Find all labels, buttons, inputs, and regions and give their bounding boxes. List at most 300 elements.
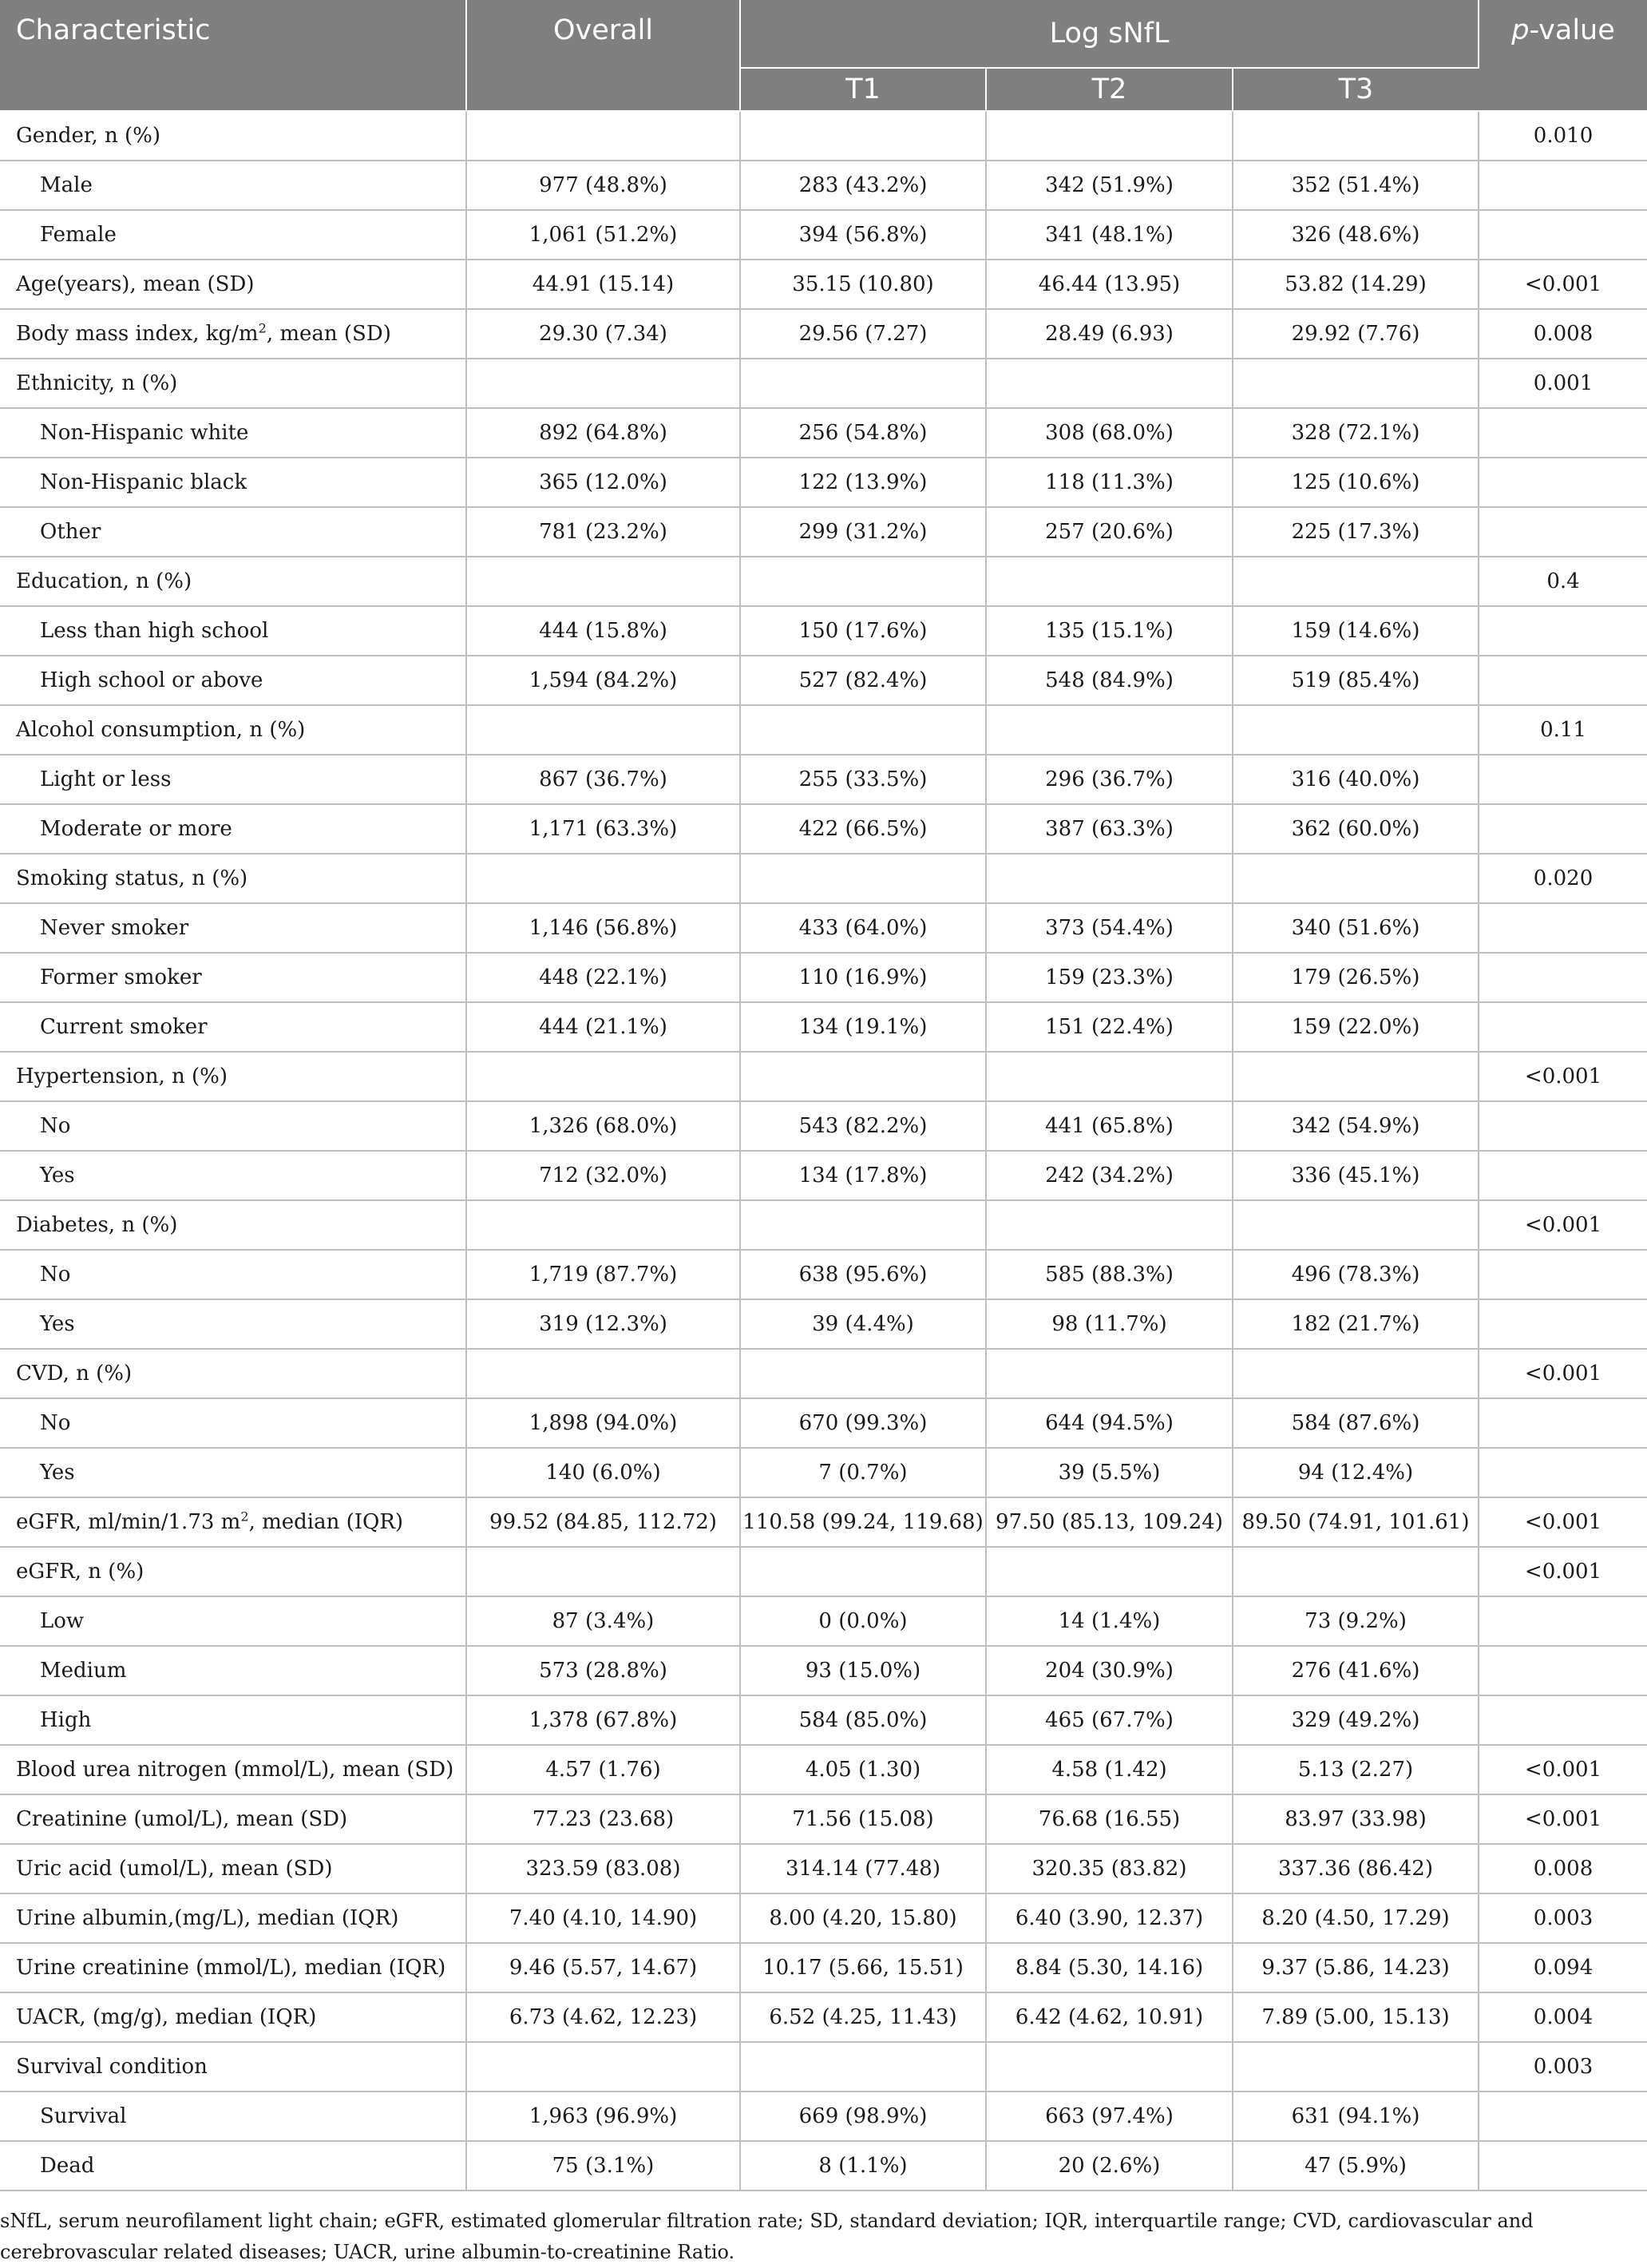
row-label-text: Yes: [40, 1312, 75, 1336]
cell-overall: 1,326 (68.0%): [466, 1101, 740, 1151]
table-row: [0, 1349, 1647, 1398]
row-label-text: No: [40, 1263, 71, 1287]
cell-t3: 631 (94.1%): [1233, 2092, 1479, 2141]
cell-t1: [740, 1200, 986, 1250]
cell-p: [1479, 1596, 1647, 1646]
table-row: [0, 309, 1647, 359]
row-label: [0, 1448, 466, 1497]
cell-t2: 373 (54.4%): [986, 903, 1233, 953]
cell-t1: 433 (64.0%): [740, 903, 986, 953]
cell-t3: 159 (22.0%): [1233, 1002, 1479, 1052]
cell-t2: 159 (23.3%): [986, 953, 1233, 1002]
cell-t2: [986, 705, 1233, 755]
row-label: [0, 1695, 466, 1745]
row-label: [0, 507, 466, 557]
cell-t2: 204 (30.9%): [986, 1646, 1233, 1695]
row-label-text: Age(years), mean (SD): [16, 272, 255, 296]
row-label-text: Smoking status, n (%): [16, 866, 248, 890]
cell-t2: 257 (20.6%): [986, 507, 1233, 557]
cell-p: 0.094: [1479, 1943, 1647, 1992]
cell-overall: 892 (64.8%): [466, 408, 740, 458]
cell-t3: [1233, 1200, 1479, 1250]
cell-p: [1479, 2092, 1647, 2141]
cell-p: 0.003: [1479, 1893, 1647, 1943]
row-label-text: Other: [40, 520, 101, 544]
table-row: [0, 161, 1647, 210]
header-row-1: [0, 0, 1647, 68]
table-row: [0, 1299, 1647, 1349]
cell-t2: 585 (88.3%): [986, 1250, 1233, 1299]
cell-t3: 342 (54.9%): [1233, 1101, 1479, 1151]
row-label: [0, 1200, 466, 1250]
row-label-text: Blood urea nitrogen (mmol/L), mean (SD): [16, 1758, 454, 1782]
cell-p: 0.008: [1479, 309, 1647, 359]
header-p-value: [1479, 0, 1647, 111]
cell-t2: 151 (22.4%): [986, 1002, 1233, 1052]
cell-overall: 712 (32.0%): [466, 1151, 740, 1200]
cell-p: <0.001: [1479, 1052, 1647, 1101]
cell-t1: 122 (13.9%): [740, 458, 986, 507]
table-header: [0, 0, 1647, 111]
row-label: [0, 210, 466, 260]
row-label: [0, 903, 466, 953]
table-row: [0, 854, 1647, 903]
cell-overall: 1,719 (87.7%): [466, 1250, 740, 1299]
table-row: [0, 1151, 1647, 1200]
cell-t3: 89.50 (74.91, 101.61): [1233, 1497, 1479, 1547]
cell-t2: 341 (48.1%): [986, 210, 1233, 260]
table-row: [0, 656, 1647, 705]
cell-t2: 548 (84.9%): [986, 656, 1233, 705]
row-label-text: High: [40, 1708, 92, 1732]
table-row: [0, 1893, 1647, 1943]
row-label: [0, 557, 466, 606]
table-row: [0, 507, 1647, 557]
cell-overall: 1,171 (63.3%): [466, 804, 740, 854]
cell-p: [1479, 606, 1647, 656]
cell-t3: [1233, 854, 1479, 903]
table-row: [0, 2092, 1647, 2141]
cell-p: [1479, 458, 1647, 507]
cell-t2: [986, 1052, 1233, 1101]
cell-overall: 448 (22.1%): [466, 953, 740, 1002]
row-label: [0, 2092, 466, 2141]
row-label: [0, 161, 466, 210]
cell-t1: 110 (16.9%): [740, 953, 986, 1002]
cell-t1: 29.56 (7.27): [740, 309, 986, 359]
cell-overall: 9.46 (5.57, 14.67): [466, 1943, 740, 1992]
row-label: [0, 755, 466, 804]
cell-overall: 1,898 (94.0%): [466, 1398, 740, 1448]
row-label: [0, 606, 466, 656]
cell-p: [1479, 1151, 1647, 1200]
cell-p: <0.001: [1479, 260, 1647, 309]
cell-t1: 93 (15.0%): [740, 1646, 986, 1695]
row-label: [0, 1844, 466, 1893]
table-row: [0, 1596, 1647, 1646]
cell-t3: 519 (85.4%): [1233, 656, 1479, 705]
cell-t1: 4.05 (1.30): [740, 1745, 986, 1794]
cell-t1: 0 (0.0%): [740, 1596, 986, 1646]
cell-t1: [740, 2042, 986, 2092]
row-label-text: Dead: [40, 2154, 95, 2178]
cell-t2: [986, 854, 1233, 903]
cell-t3: 7.89 (5.00, 15.13): [1233, 1992, 1479, 2042]
cell-p: [1479, 1646, 1647, 1695]
cell-t3: 496 (78.3%): [1233, 1250, 1479, 1299]
cell-t1: 394 (56.8%): [740, 210, 986, 260]
header-p-italic: p: [1511, 14, 1530, 46]
cell-t1: 584 (85.0%): [740, 1695, 986, 1745]
cell-t1: 422 (66.5%): [740, 804, 986, 854]
row-label-text: Uric acid (umol/L), mean (SD): [16, 1857, 333, 1881]
cell-t2: [986, 359, 1233, 408]
row-label-text: eGFR, n (%): [16, 1560, 145, 1584]
row-label-text: Former smoker: [40, 965, 202, 989]
table-row: [0, 903, 1647, 953]
cell-p: 0.010: [1479, 111, 1647, 161]
row-label: [0, 260, 466, 309]
table-row: [0, 1101, 1647, 1151]
cell-overall: [466, 359, 740, 408]
cell-t1: 10.17 (5.66, 15.51): [740, 1943, 986, 1992]
cell-t3: [1233, 1547, 1479, 1596]
cell-t2: 28.49 (6.93): [986, 309, 1233, 359]
row-label-text: Less than high school: [40, 619, 269, 643]
cell-t3: 73 (9.2%): [1233, 1596, 1479, 1646]
cell-overall: 75 (3.1%): [466, 2141, 740, 2191]
table-row: [0, 210, 1647, 260]
cell-overall: [466, 705, 740, 755]
table-row: [0, 1992, 1647, 2042]
row-label: [0, 1596, 466, 1646]
row-label: [0, 1250, 466, 1299]
table-row: [0, 408, 1647, 458]
cell-overall: 87 (3.4%): [466, 1596, 740, 1646]
cell-t1: [740, 854, 986, 903]
row-label: [0, 1349, 466, 1398]
cell-overall: 1,963 (96.9%): [466, 2092, 740, 2141]
cell-p: [1479, 804, 1647, 854]
cell-overall: 977 (48.8%): [466, 161, 740, 210]
table-row: [0, 1200, 1647, 1250]
table-row: [0, 1497, 1647, 1547]
cell-p: [1479, 1101, 1647, 1151]
header-log-snfl: Log sNfL: [740, 0, 1479, 68]
cell-p: [1479, 1002, 1647, 1052]
cell-overall: 7.40 (4.10, 14.90): [466, 1893, 740, 1943]
row-label: [0, 111, 466, 161]
row-label-text: Moderate or more: [40, 817, 232, 841]
row-label-text: Hypertension, n (%): [16, 1065, 228, 1088]
cell-t1: [740, 359, 986, 408]
cell-t3: [1233, 1349, 1479, 1398]
row-label: [0, 458, 466, 507]
row-label-text: Urine albumin,(mg/L), median (IQR): [16, 1906, 399, 1930]
cell-t1: 134 (17.8%): [740, 1151, 986, 1200]
cell-p: 0.4: [1479, 557, 1647, 606]
row-label: [0, 309, 466, 359]
row-label-text: Low: [40, 1609, 85, 1633]
cell-t2: [986, 1200, 1233, 1250]
cell-t2: 6.40 (3.90, 12.37): [986, 1893, 1233, 1943]
cell-t1: [740, 1052, 986, 1101]
cell-overall: [466, 1200, 740, 1250]
cell-overall: 1,061 (51.2%): [466, 210, 740, 260]
cell-t3: 276 (41.6%): [1233, 1646, 1479, 1695]
row-label-text: Light or less: [40, 767, 172, 791]
cell-t3: 83.97 (33.98): [1233, 1794, 1479, 1844]
cell-t2: 4.58 (1.42): [986, 1745, 1233, 1794]
cell-t3: 179 (26.5%): [1233, 953, 1479, 1002]
cell-t2: 308 (68.0%): [986, 408, 1233, 458]
cell-p: <0.001: [1479, 1547, 1647, 1596]
row-label: [0, 359, 466, 408]
row-label-text: Creatinine (umol/L), mean (SD): [16, 1807, 348, 1831]
row-label: [0, 1745, 466, 1794]
row-label: [0, 1002, 466, 1052]
cell-t1: 283 (43.2%): [740, 161, 986, 210]
table-row: [0, 2042, 1647, 2092]
cell-t1: 670 (99.3%): [740, 1398, 986, 1448]
cell-t1: 8 (1.1%): [740, 2141, 986, 2191]
cell-p: [1479, 1695, 1647, 1745]
table-row: [0, 1646, 1647, 1695]
row-label: [0, 1151, 466, 1200]
cell-overall: [466, 2042, 740, 2092]
cell-t2: 97.50 (85.13, 109.24): [986, 1497, 1233, 1547]
cell-t3: 125 (10.6%): [1233, 458, 1479, 507]
cell-t3: 94 (12.4%): [1233, 1448, 1479, 1497]
table-row: [0, 1250, 1647, 1299]
row-label-text: Medium: [40, 1659, 127, 1683]
row-label: [0, 1052, 466, 1101]
header-characteristic: Characteristic: [0, 0, 466, 111]
cell-t1: [740, 557, 986, 606]
cell-t2: 663 (97.4%): [986, 2092, 1233, 2141]
cell-t2: [986, 557, 1233, 606]
table-row: [0, 606, 1647, 656]
header-overall: Overall: [466, 0, 740, 111]
header-t1: T1: [740, 68, 986, 111]
cell-t1: 7 (0.7%): [740, 1448, 986, 1497]
cell-t1: 314.14 (77.48): [740, 1844, 986, 1893]
cell-overall: 1,594 (84.2%): [466, 656, 740, 705]
cell-t2: [986, 111, 1233, 161]
cell-p: [1479, 903, 1647, 953]
cell-t2: 342 (51.9%): [986, 161, 1233, 210]
cell-t2: 135 (15.1%): [986, 606, 1233, 656]
cell-p: [1479, 953, 1647, 1002]
cell-t3: [1233, 557, 1479, 606]
cell-overall: [466, 1052, 740, 1101]
cell-t3: 5.13 (2.27): [1233, 1745, 1479, 1794]
cell-p: [1479, 755, 1647, 804]
cell-t3: 328 (72.1%): [1233, 408, 1479, 458]
cell-t1: [740, 1349, 986, 1398]
cell-t3: 337.36 (86.42): [1233, 1844, 1479, 1893]
cell-p: [1479, 2141, 1647, 2191]
table-row: [0, 1943, 1647, 1992]
cell-t3: 340 (51.6%): [1233, 903, 1479, 953]
cell-t1: 299 (31.2%): [740, 507, 986, 557]
table-row: [0, 111, 1647, 161]
table-row: [0, 359, 1647, 408]
cell-p: 0.001: [1479, 359, 1647, 408]
cell-t3: 159 (14.6%): [1233, 606, 1479, 656]
cell-p: [1479, 1250, 1647, 1299]
cell-t1: 39 (4.4%): [740, 1299, 986, 1349]
cell-t2: 39 (5.5%): [986, 1448, 1233, 1497]
table-footnote: sNfL, serum neurofilament light chain; eGFR, estimated glomerular filtration rate; SD, standard deviation; IQR, interquartile range; CVD, cardiovascular and cerebrovascular related diseases; UACR, urine albumin-to-creatinine Ratio.: [0, 2210, 1534, 2263]
table-row: [0, 755, 1647, 804]
cell-t2: [986, 2042, 1233, 2092]
row-label-superscript: 2: [240, 1509, 249, 1525]
cell-overall: 319 (12.3%): [466, 1299, 740, 1349]
row-label: [0, 705, 466, 755]
row-label: [0, 1497, 466, 1547]
row-label-text: Urine creatinine (mmol/L), median (IQR): [16, 1956, 446, 1980]
table-row: [0, 1002, 1647, 1052]
cell-t3: 362 (60.0%): [1233, 804, 1479, 854]
header-t2: T2: [986, 68, 1233, 111]
row-label-text: Survival condition: [16, 2055, 208, 2079]
cell-t1: 638 (95.6%): [740, 1250, 986, 1299]
cell-t2: 20 (2.6%): [986, 2141, 1233, 2191]
row-label: [0, 1646, 466, 1695]
row-label-text: Never smoker: [40, 916, 189, 940]
cell-p: [1479, 161, 1647, 210]
row-label-text: Yes: [40, 1461, 75, 1485]
row-label: [0, 2141, 466, 2191]
header-p-rest: -value: [1529, 14, 1615, 46]
row-label-text: eGFR, ml/min/1.73 m: [16, 1510, 241, 1534]
row-label: [0, 953, 466, 1002]
cell-p: [1479, 1398, 1647, 1448]
cell-p: [1479, 1448, 1647, 1497]
cell-t1: 256 (54.8%): [740, 408, 986, 458]
table-row: [0, 1052, 1647, 1101]
cell-t3: 8.20 (4.50, 17.29): [1233, 1893, 1479, 1943]
cell-t2: [986, 1547, 1233, 1596]
cell-t1: [740, 1547, 986, 1596]
cell-t2: 6.42 (4.62, 10.91): [986, 1992, 1233, 2042]
cell-overall: 1,146 (56.8%): [466, 903, 740, 953]
row-label-text: High school or above: [40, 668, 263, 692]
row-label-text: Male: [40, 173, 93, 197]
table-row: [0, 953, 1647, 1002]
table-row: [0, 705, 1647, 755]
cell-t1: 150 (17.6%): [740, 606, 986, 656]
cell-p: 0.11: [1479, 705, 1647, 755]
table-row: [0, 1794, 1647, 1844]
cell-t3: 336 (45.1%): [1233, 1151, 1479, 1200]
row-label-text: Ethnicity, n (%): [16, 371, 178, 395]
cell-t3: 329 (49.2%): [1233, 1695, 1479, 1745]
cell-t1: 35.15 (10.80): [740, 260, 986, 309]
row-label-text: No: [40, 1411, 71, 1435]
table-body: [0, 111, 1647, 2191]
cell-t2: 76.68 (16.55): [986, 1794, 1233, 1844]
row-label-text: CVD, n (%): [16, 1362, 133, 1386]
cell-t3: [1233, 705, 1479, 755]
cell-t3: 584 (87.6%): [1233, 1398, 1479, 1448]
cell-overall: [466, 854, 740, 903]
row-label: [0, 656, 466, 705]
row-label-text: Yes: [40, 1164, 75, 1188]
cell-overall: 4.57 (1.76): [466, 1745, 740, 1794]
row-label: [0, 1398, 466, 1448]
row-label: [0, 804, 466, 854]
cell-p: <0.001: [1479, 1794, 1647, 1844]
cell-t3: [1233, 111, 1479, 161]
cell-overall: 573 (28.8%): [466, 1646, 740, 1695]
row-label-text: Education, n (%): [16, 569, 192, 593]
table-row: [0, 458, 1647, 507]
cell-t3: 352 (51.4%): [1233, 161, 1479, 210]
row-label: [0, 1299, 466, 1349]
cell-t3: [1233, 359, 1479, 408]
cell-t2: 465 (67.7%): [986, 1695, 1233, 1745]
cell-overall: [466, 1547, 740, 1596]
cell-t1: 255 (33.5%): [740, 755, 986, 804]
cell-p: 0.008: [1479, 1844, 1647, 1893]
cell-t2: 644 (94.5%): [986, 1398, 1233, 1448]
cell-p: [1479, 656, 1647, 705]
cell-t1: [740, 705, 986, 755]
cell-t3: 47 (5.9%): [1233, 2141, 1479, 2191]
cell-t1: 669 (98.9%): [740, 2092, 986, 2141]
cell-overall: 1,378 (67.8%): [466, 1695, 740, 1745]
cell-overall: 140 (6.0%): [466, 1448, 740, 1497]
cell-t3: 316 (40.0%): [1233, 755, 1479, 804]
row-label-text: Diabetes, n (%): [16, 1213, 178, 1237]
cell-p: 0.020: [1479, 854, 1647, 903]
row-label: [0, 854, 466, 903]
row-label-suffix: , median (IQR): [248, 1510, 404, 1534]
header-t3: T3: [1233, 68, 1479, 111]
row-label-text: Non-Hispanic black: [40, 470, 247, 494]
cell-t2: 118 (11.3%): [986, 458, 1233, 507]
cell-t1: 543 (82.2%): [740, 1101, 986, 1151]
table-row: [0, 2141, 1647, 2191]
row-label-superscript: 2: [258, 320, 267, 336]
cell-p: [1479, 507, 1647, 557]
cell-t2: [986, 1349, 1233, 1398]
cell-p: <0.001: [1479, 1497, 1647, 1547]
cell-overall: 77.23 (23.68): [466, 1794, 740, 1844]
table-row: [0, 1844, 1647, 1893]
cell-t1: 6.52 (4.25, 11.43): [740, 1992, 986, 2042]
cell-t3: 29.92 (7.76): [1233, 309, 1479, 359]
row-label-text: UACR, (mg/g), median (IQR): [16, 2005, 317, 2029]
cell-overall: 867 (36.7%): [466, 755, 740, 804]
cell-t2: 46.44 (13.95): [986, 260, 1233, 309]
cell-t2: 387 (63.3%): [986, 804, 1233, 854]
row-label: [0, 1794, 466, 1844]
cell-t2: 98 (11.7%): [986, 1299, 1233, 1349]
row-label: [0, 1547, 466, 1596]
cell-t2: 8.84 (5.30, 14.16): [986, 1943, 1233, 1992]
row-label-text: Body mass index, kg/m: [16, 322, 259, 346]
cell-t3: 9.37 (5.86, 14.23): [1233, 1943, 1479, 1992]
cell-t2: 441 (65.8%): [986, 1101, 1233, 1151]
cell-t3: 326 (48.6%): [1233, 210, 1479, 260]
cell-t3: 225 (17.3%): [1233, 507, 1479, 557]
row-label-text: Gender, n (%): [16, 124, 161, 148]
cell-t1: 110.58 (99.24, 119.68): [740, 1497, 986, 1547]
cell-t3: [1233, 1052, 1479, 1101]
